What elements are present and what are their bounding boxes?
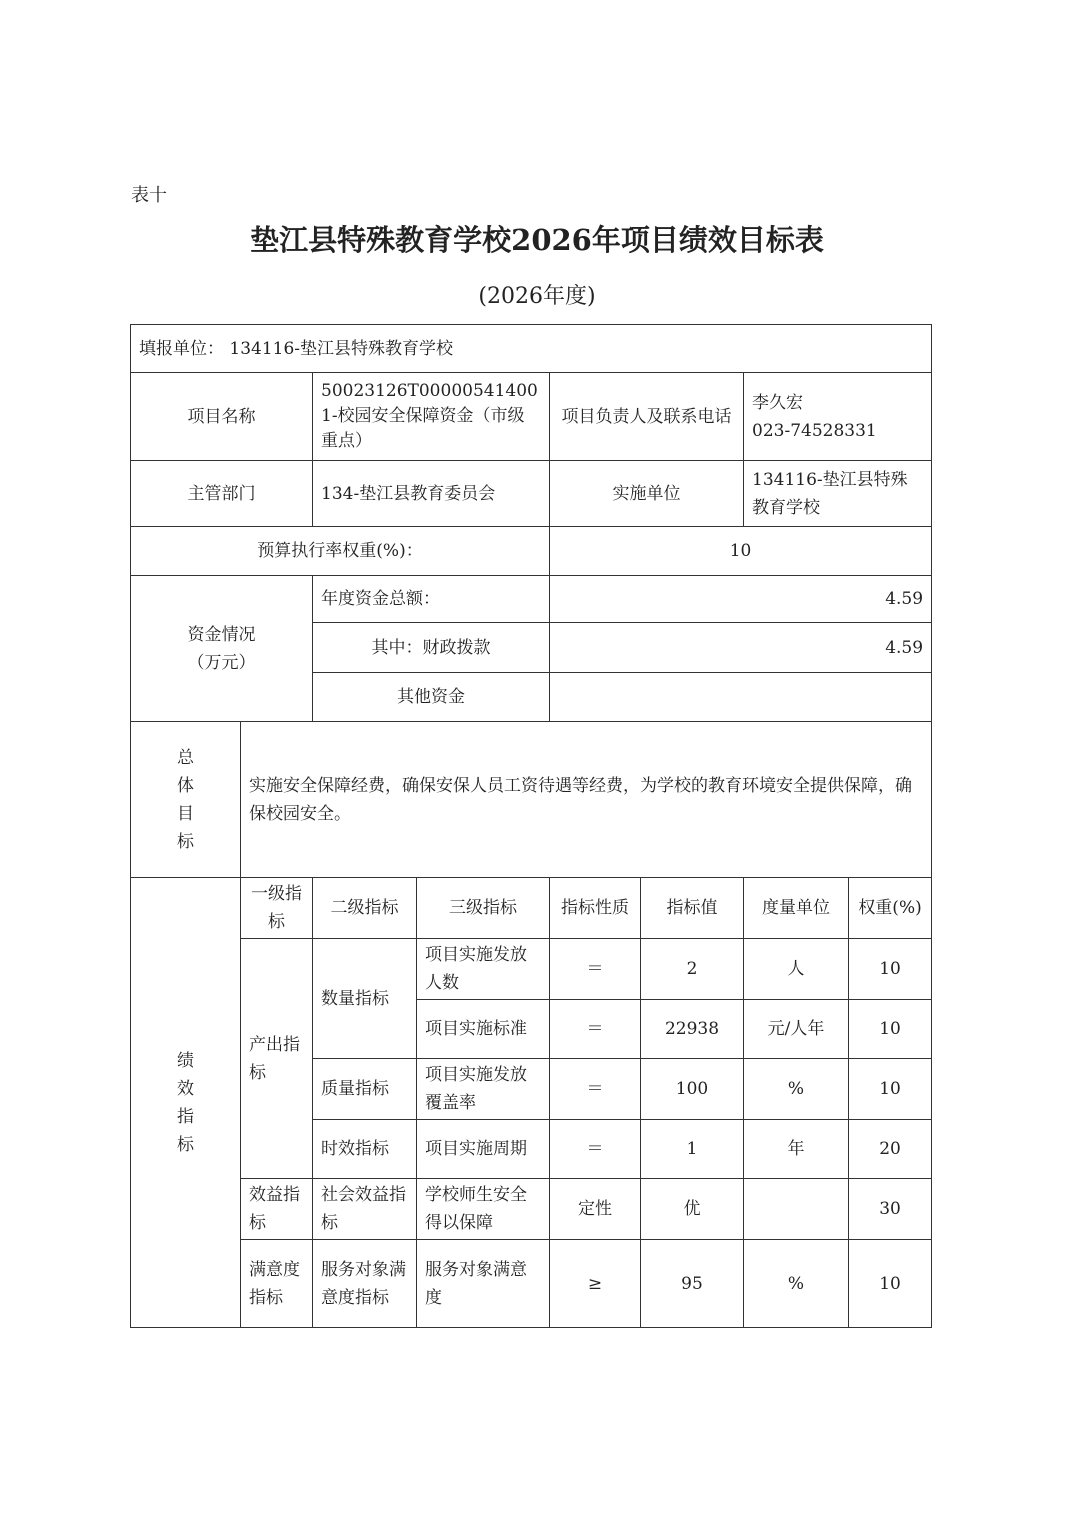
project-lead-phone: 023-74528331	[752, 420, 877, 441]
column-header: 三级指标	[417, 878, 550, 939]
nature-cell: ＝	[550, 939, 641, 1000]
indicator-cell: 项目实施发放覆盖率	[417, 1059, 550, 1120]
subgroup-service-satisfaction: 服务对象满意度指标	[313, 1240, 417, 1328]
indicator-cell: 服务对象满意度	[417, 1240, 550, 1328]
value-cell: 100	[641, 1059, 744, 1120]
funds-total-value: 4.59	[550, 576, 932, 623]
group-benefit: 效益指标	[241, 1179, 313, 1240]
implementing-unit-value: 134116-垫江县特殊教育学校	[744, 461, 932, 527]
subgroup-timeliness: 时效指标	[313, 1120, 417, 1179]
competent-dept-label: 主管部门	[131, 461, 313, 527]
column-header: 度量单位	[744, 878, 849, 939]
weight-cell: 10	[849, 1240, 932, 1328]
indicator-cell: 项目实施发放人数	[417, 939, 550, 1000]
value-cell: 1	[641, 1120, 744, 1179]
reporting-unit-label: 填报单位：	[139, 338, 224, 359]
performance-label-char: 指	[177, 1106, 194, 1127]
weight-cell: 10	[849, 1000, 932, 1059]
project-lead-label: 项目负责人及联系电话	[550, 373, 744, 461]
value-cell: 优	[641, 1179, 744, 1240]
document-subtitle: (2026年度)	[478, 284, 596, 309]
reporting-unit-row	[131, 325, 932, 373]
overall-goal-row	[131, 722, 932, 878]
budget-weight-row	[131, 527, 932, 576]
unit-cell: 人	[744, 939, 849, 1000]
funds-other-value	[550, 673, 932, 722]
performance-label	[131, 878, 241, 1328]
weight-cell: 20	[849, 1120, 932, 1179]
overall-goal-char: 总	[177, 747, 194, 768]
reporting-unit-cell	[131, 325, 932, 373]
document-title: 垫江县特殊教育学校2026年项目绩效目标表	[250, 223, 824, 257]
column-header: 一级指标	[241, 878, 313, 939]
column-header: 权重(%)	[849, 878, 932, 939]
group-satisfaction: 满意度指标	[241, 1240, 313, 1328]
column-header: 指标值	[641, 878, 744, 939]
funds-other-label: 其他资金	[313, 673, 550, 722]
subgroup-quantity: 数量指标	[313, 939, 417, 1059]
budget-weight-label: 预算执行率权重(%)：	[131, 527, 550, 576]
column-header: 二级指标	[313, 878, 417, 939]
overall-goal-label	[131, 722, 241, 878]
project-name-label: 项目名称	[131, 373, 313, 461]
indicator-cell: 项目实施周期	[417, 1120, 550, 1179]
unit-cell	[744, 1179, 849, 1240]
performance-header-row	[131, 878, 932, 939]
overall-goal-char: 体	[177, 775, 194, 796]
funds-label-line2: （万元）	[187, 652, 256, 673]
implementing-unit-label: 实施单位	[550, 461, 744, 527]
weight-cell: 10	[849, 939, 932, 1000]
subgroup-social-benefit: 社会效益指标	[313, 1179, 417, 1240]
funds-fiscal-value: 4.59	[550, 623, 932, 673]
performance-label-char: 绩	[177, 1050, 194, 1071]
reporting-unit-value: 134116-垫江县特殊教育学校	[229, 338, 454, 359]
funds-label	[131, 576, 313, 722]
project-name-row	[131, 373, 932, 461]
funds-total-row	[131, 576, 932, 623]
table-row	[131, 1240, 932, 1328]
project-lead-cell	[744, 373, 932, 461]
value-cell: 95	[641, 1240, 744, 1328]
budget-weight-value: 10	[550, 527, 932, 576]
project-name-value: 50023126T000005414001-校园安全保障资金（市级重点）	[313, 373, 550, 461]
funds-total-label: 年度资金总额：	[313, 576, 550, 623]
unit-cell: %	[744, 1059, 849, 1120]
value-cell: 2	[641, 939, 744, 1000]
indicator-cell: 项目实施标准	[417, 1000, 550, 1059]
nature-cell: ＝	[550, 1059, 641, 1120]
weight-cell: 30	[849, 1179, 932, 1240]
weight-cell: 10	[849, 1059, 932, 1120]
nature-cell: 定性	[550, 1179, 641, 1240]
competent-dept-value: 134-垫江县教育委员会	[313, 461, 550, 527]
indicator-cell: 学校师生安全得以保障	[417, 1179, 550, 1240]
project-lead-name: 李久宏	[752, 392, 803, 413]
funds-label-line1: 资金情况	[187, 624, 256, 645]
table-label: 表十	[131, 185, 167, 206]
funds-fiscal-label: 其中：财政拨款	[313, 623, 550, 673]
competent-dept-row	[131, 461, 932, 527]
table-row	[131, 939, 932, 1000]
unit-cell: 元/人年	[744, 1000, 849, 1059]
performance-label-char: 效	[177, 1078, 194, 1099]
overall-goal-char: 目	[177, 803, 194, 824]
performance-target-table	[130, 324, 932, 1328]
column-header: 指标性质	[550, 878, 641, 939]
nature-cell: ≥	[550, 1240, 641, 1328]
group-output: 产出指标	[241, 939, 313, 1179]
overall-goal-char: 标	[177, 831, 194, 852]
nature-cell: ＝	[550, 1000, 641, 1059]
overall-goal-text: 实施安全保障经费，确保安保人员工资待遇等经费，为学校的教育环境安全提供保障，确保校园安全。	[241, 722, 932, 878]
table-row	[131, 1179, 932, 1240]
subgroup-quality: 质量指标	[313, 1059, 417, 1120]
performance-label-char: 标	[177, 1134, 194, 1155]
unit-cell: %	[744, 1240, 849, 1328]
value-cell: 22938	[641, 1000, 744, 1059]
unit-cell: 年	[744, 1120, 849, 1179]
nature-cell: ＝	[550, 1120, 641, 1179]
